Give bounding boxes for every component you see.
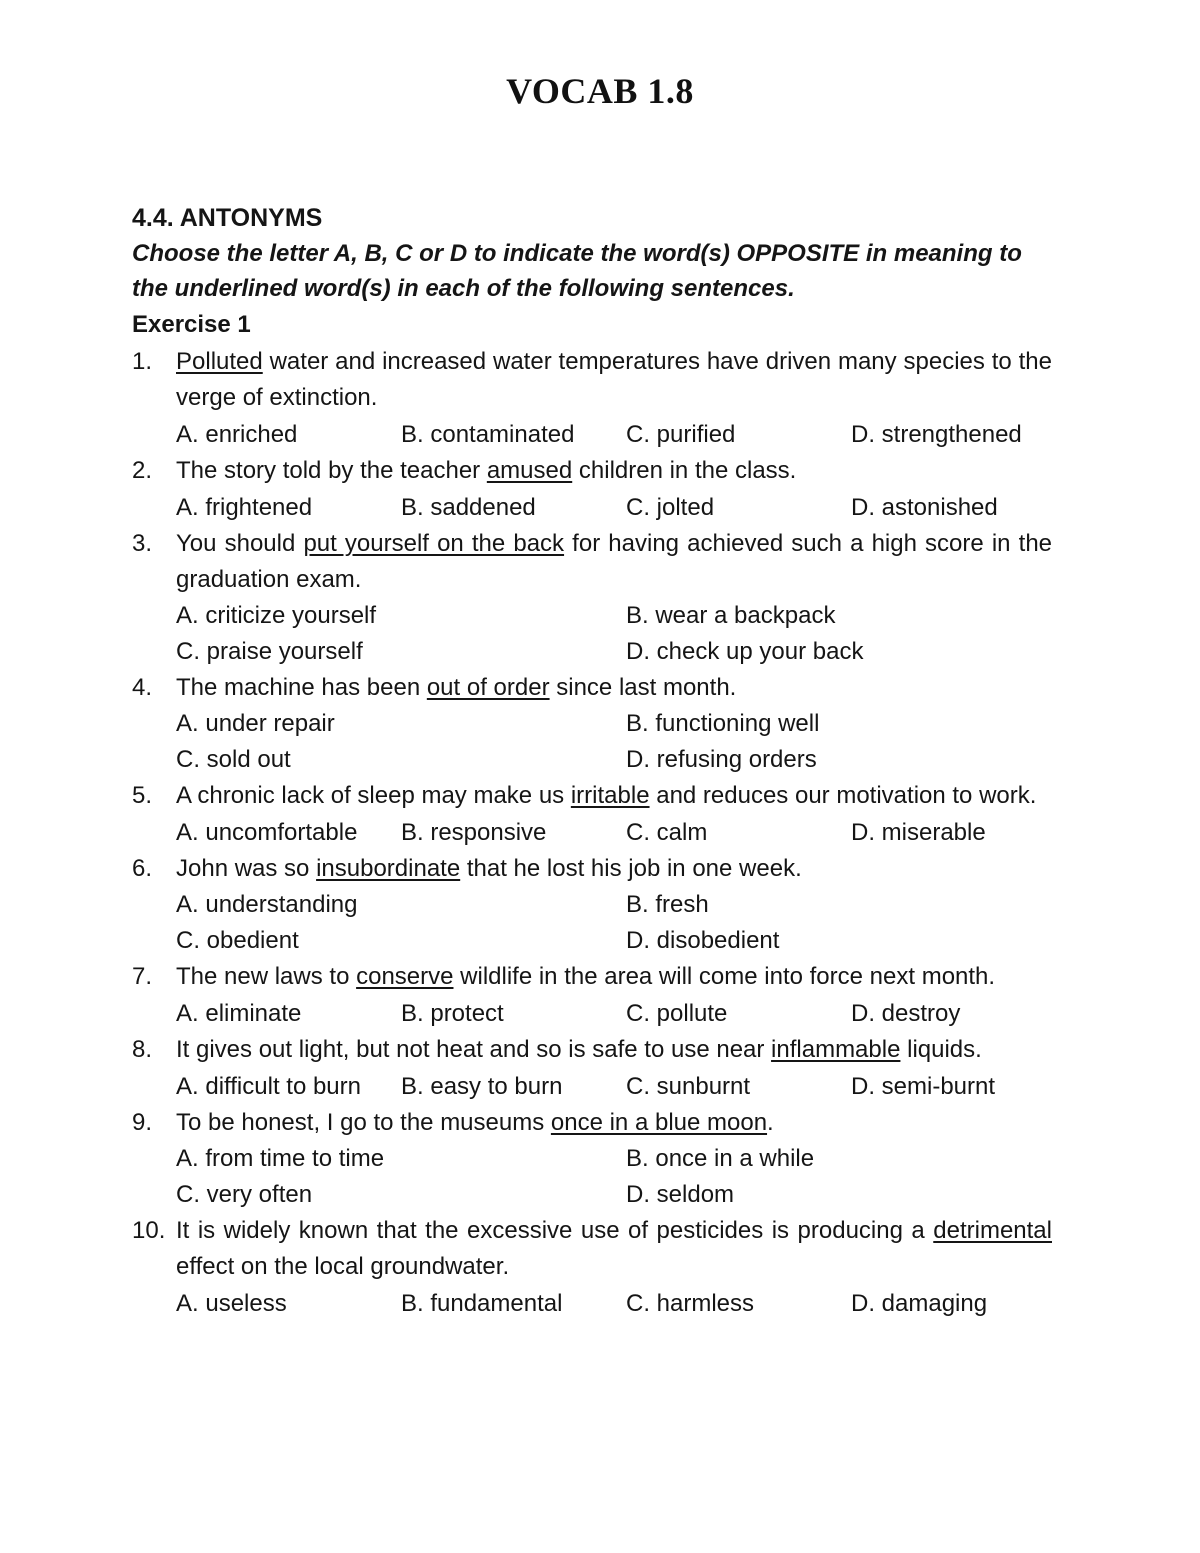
- option-d[interactable]: D. damaging: [851, 1290, 988, 1317]
- answer-options: [176, 1141, 1052, 1213]
- question-number: 3.: [132, 530, 153, 557]
- question-text-after: children in the class.: [572, 457, 797, 484]
- option-a[interactable]: A. useless: [176, 1290, 287, 1317]
- question-text-before: The new laws to: [176, 963, 357, 990]
- underlined-word: inflammable: [771, 1036, 901, 1063]
- question-number: 2.: [132, 457, 153, 484]
- question-text: [176, 670, 1052, 706]
- option-d[interactable]: D. refusing orders: [626, 746, 817, 773]
- option-b[interactable]: B. contaminated: [401, 421, 575, 448]
- question-text-after: water and increased water temperatures have driven many species to the verge of extinction.: [176, 348, 1052, 411]
- question-9: [132, 1105, 1052, 1213]
- question-text-after: for having achieved such a high score in the graduation exam.: [176, 530, 1053, 593]
- option-d[interactable]: D. semi-burnt: [851, 1073, 996, 1100]
- question-7: [132, 959, 1052, 1032]
- option-d[interactable]: D. disobedient: [626, 927, 780, 954]
- answer-options: [176, 1285, 1052, 1322]
- answer-options: [176, 706, 1052, 778]
- option-a[interactable]: A. enriched: [176, 421, 298, 448]
- option-b[interactable]: B. wear a backpack: [626, 602, 836, 629]
- answer-options: [176, 814, 1052, 851]
- option-c[interactable]: C. pollute: [626, 1000, 728, 1027]
- option-d[interactable]: D. miserable: [851, 819, 986, 846]
- worksheet-body: [132, 200, 1052, 1322]
- question-text-after: that he lost his job in one week.: [460, 855, 802, 882]
- question-text-before: The machine has been: [176, 674, 427, 701]
- option-b[interactable]: B. saddened: [401, 494, 536, 521]
- exercise-label: Exercise 1: [132, 311, 251, 338]
- option-d[interactable]: D. astonished: [851, 494, 998, 521]
- option-d[interactable]: D. check up your back: [626, 638, 864, 665]
- question-text: [176, 526, 1052, 598]
- answer-options: [176, 1068, 1052, 1105]
- option-a[interactable]: A. from time to time: [176, 1145, 385, 1172]
- question-number: 8.: [132, 1036, 153, 1063]
- answer-options: [176, 887, 1052, 959]
- question-3: [132, 526, 1052, 670]
- question-text-before: It gives out light, but not heat and so is safe to use near: [176, 1036, 772, 1063]
- option-d[interactable]: D. strengthened: [851, 421, 1022, 448]
- instruction-text: Choose the letter A, B, C or D to indicate the word(s) OPPOSITE in meaning to the underlined word(s) in each of the following sentences.: [132, 240, 1022, 302]
- question-4: [132, 670, 1052, 778]
- question-1: [132, 344, 1052, 453]
- question-number: 10.: [132, 1217, 166, 1244]
- answer-options: [176, 995, 1052, 1032]
- question-number: 1.: [132, 348, 153, 375]
- question-text-after: wildlife in the area will come into force next month.: [453, 963, 996, 990]
- question-text-after: liquids.: [900, 1036, 982, 1063]
- underlined-word: detrimental: [933, 1217, 1052, 1244]
- option-b[interactable]: B. protect: [401, 1000, 504, 1027]
- question-text: [176, 851, 1052, 887]
- question-text-after: effect on the local groundwater.: [176, 1253, 510, 1280]
- option-b[interactable]: B. fundamental: [401, 1290, 563, 1317]
- option-a[interactable]: A. understanding: [176, 891, 358, 918]
- option-a[interactable]: A. frightened: [176, 494, 313, 521]
- underlined-word: put yourself on the back: [303, 530, 565, 557]
- page-title: VOCAB 1.8: [506, 71, 694, 111]
- underlined-word: Polluted: [176, 348, 263, 375]
- underlined-word: out of order: [426, 674, 550, 701]
- option-c[interactable]: C. obedient: [176, 927, 299, 954]
- question-number: 7.: [132, 963, 153, 990]
- question-5: [132, 778, 1052, 851]
- option-b[interactable]: B. responsive: [401, 819, 547, 846]
- question-text: [176, 453, 1052, 489]
- question-text-before: To be honest, I go to the museums: [176, 1109, 551, 1136]
- option-a[interactable]: A. criticize yourself: [176, 602, 377, 629]
- option-b[interactable]: B. fresh: [626, 891, 709, 918]
- underlined-word: amused: [486, 457, 573, 484]
- question-text: [176, 1032, 1052, 1068]
- option-c[interactable]: C. harmless: [626, 1290, 755, 1317]
- question-6: [132, 851, 1052, 959]
- option-c[interactable]: C. sold out: [176, 746, 291, 773]
- question-number: 6.: [132, 855, 153, 882]
- underlined-word: insubordinate: [316, 855, 461, 882]
- option-a[interactable]: A. difficult to burn: [176, 1073, 361, 1100]
- option-c[interactable]: C. sunburnt: [626, 1073, 751, 1100]
- option-c[interactable]: C. calm: [626, 819, 708, 846]
- question-text: [176, 344, 1052, 416]
- option-b[interactable]: B. functioning well: [626, 710, 820, 737]
- option-a[interactable]: A. uncomfortable: [176, 819, 358, 846]
- question-text-before: The story told by the teacher: [176, 457, 487, 484]
- question-text-before: John was so: [176, 855, 317, 882]
- question-text-before: You should: [176, 530, 304, 557]
- option-c[interactable]: C. purified: [626, 421, 736, 448]
- question-text-after: since last month.: [549, 674, 737, 701]
- option-c[interactable]: C. praise yourself: [176, 638, 363, 665]
- question-text: [176, 959, 1052, 995]
- question-number: 5.: [132, 782, 153, 809]
- answer-options: [176, 416, 1052, 453]
- question-10: [132, 1213, 1052, 1322]
- question-text-before: It is widely known that the excessive use of pesticides is producing a: [176, 1217, 934, 1244]
- section-title: 4.4. ANTONYMS: [132, 204, 323, 232]
- option-d[interactable]: D. destroy: [851, 1000, 961, 1027]
- question-text: [176, 1105, 1052, 1141]
- question-text-after: and reduces our motivation to work.: [649, 782, 1037, 809]
- question-text: [176, 1213, 1052, 1285]
- underlined-word: once in a blue moon: [550, 1109, 768, 1136]
- question-number: 9.: [132, 1109, 153, 1136]
- option-a[interactable]: A. eliminate: [176, 1000, 302, 1027]
- underlined-word: conserve: [356, 963, 454, 990]
- question-8: [132, 1032, 1052, 1105]
- option-b[interactable]: B. once in a while: [626, 1145, 815, 1172]
- question-text-before: A chronic lack of sleep may make us: [176, 782, 571, 809]
- answer-options: [176, 489, 1052, 526]
- answer-options: [176, 598, 1052, 670]
- option-d[interactable]: D. seldom: [626, 1181, 735, 1208]
- question-2: [132, 453, 1052, 526]
- option-a[interactable]: A. under repair: [176, 710, 335, 737]
- question-text: [176, 778, 1052, 814]
- question-number: 4.: [132, 674, 153, 701]
- underlined-word: irritable: [570, 782, 650, 809]
- option-b[interactable]: B. easy to burn: [401, 1073, 563, 1100]
- option-c[interactable]: C. very often: [176, 1181, 313, 1208]
- question-text-after: .: [767, 1109, 774, 1136]
- option-c[interactable]: C. jolted: [626, 494, 715, 521]
